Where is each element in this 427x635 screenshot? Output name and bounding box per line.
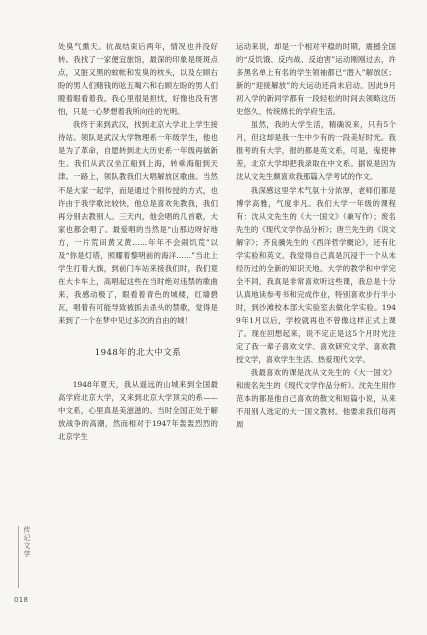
body-paragraph: 我深感这里学术气氛十分浓厚，老师们都是博学高雅，气度非凡。我们大学一年级的课程有：沈从文先生的《大一国文》（兼写作）；废名先生的《现代文学作品分析》；唐兰先生的《说文解字》；齐良骥先生的《西洋哲学概论》，还有化学实验和英文。我觉得自己真是沉浸于一个从未经历过的全新的知识天地。大学的教学和中学完全不同，我真是非常喜欢听这些课，我总是十分认真地读参考书和完成作业，特别喜欢步行半小时，到沙滩校本部大实验室去做化学实验。1949年1月以后，学校就再也不曾像这样正式上课了。现在回想起来，说不定正是这5个月时光注定了我一辈子喜欢文学、喜欢研究文学、喜欢教授文学，喜欢学生生活、热爱现代文学。 (236, 185, 396, 365)
body-paragraph: 1948年夏天，我从遥远的山城来到全国最高学府北京大学，又来到北京大学顶尖的系——中文系，心里真是美滋滋的。当时全国正处于解放战争的高潮，然而相对于1947年轰轰烈烈的北京学生 (58, 380, 218, 442)
body-paragraph: 运动来说，却是一个相对平稳的时期，震撼全国的“反饥饿、反内战、反迫害”运动刚刚过去，许多黑名单上有名的学生领袖都已“潜入”解放区；新的“迎接解放”的大运动还尚未启动。因此9月初入学的新同学都有一段轻松的时间去领略这历史悠久、传统绵长的学府生活。 (236, 42, 396, 117)
page-number: 018 (14, 596, 29, 604)
body-paragraph: 我最喜欢的课是沈从文先生的《大一国文》和废名先生的《现代文学作品分析》。沈先生用作范本的都是他自己喜欢的散文和短篇小说，从来不用别人选定的大一国文教材。他要求我们每两周 (236, 368, 396, 430)
running-title: 传记文学 (23, 526, 31, 558)
body-paragraph: 虽然，我的大学生活，精确说来，只有5个月，但这却是我一生中少有的一段美好时光。我报考的有大学，报的都是英文系，可是，鬼使神差，北京大学却把我录取在中文系。据说是因为沈从文先生颇喜欢我那篇入学考试的作文。 (236, 120, 396, 182)
left-column (58, 40, 218, 443)
sidebar-rule (18, 526, 19, 588)
body-paragraph: 处臭气熏天。抗战结束后两年，情况也并没好转。我找了一家便宜旅馆，最深的印象是斑斑点点，又脏又黑的蚊帐和发臭的枕头，以及左顾右盼的男人们赌钱的吆五喝六和右顾左盼的男人们瞪着眼看着我。我心里很是担忧，好像也没有害怕，只是一心梦想着我所向往的光明。 (58, 42, 218, 117)
section-heading: 1948年的北大中文系 (94, 348, 182, 359)
right-column (236, 40, 396, 431)
body-paragraph: 我终于来到武汉，找到北京大学北上学生接待站。领队是武汉大学物理系一年级学生，他也是为了革命，自愿转到北大历史系一年级再做新生。我们从武汉坐江船到上海，转乘海船到天津。一路上，领队教我们大唱解放区歌曲。当然不是大家一起学，而是通过个别传授的方式，也许由于我学歌比较快，他总是喜欢先教我，我们再分别去教别人。三天内，他会唱的几首歌，大家也都会唱了。最爱唱的当然是“山那边呀好地方，一片荒田黄又黄……年年不会闹饥荒”以及“你是灯塔，照耀着黎明前的海洋……”当北上学生打着大旗，到前门车站来接我们时，我们竟在大卡车上，高唱起这些在当时绝对违禁的歌曲来，我感动极了，眼看着青色的城楼，红墙碧瓦，唱着有可能导致被抓去杀头的禁歌，觉得是来到了一个在梦中见过多次的自由的城！ (58, 120, 218, 325)
